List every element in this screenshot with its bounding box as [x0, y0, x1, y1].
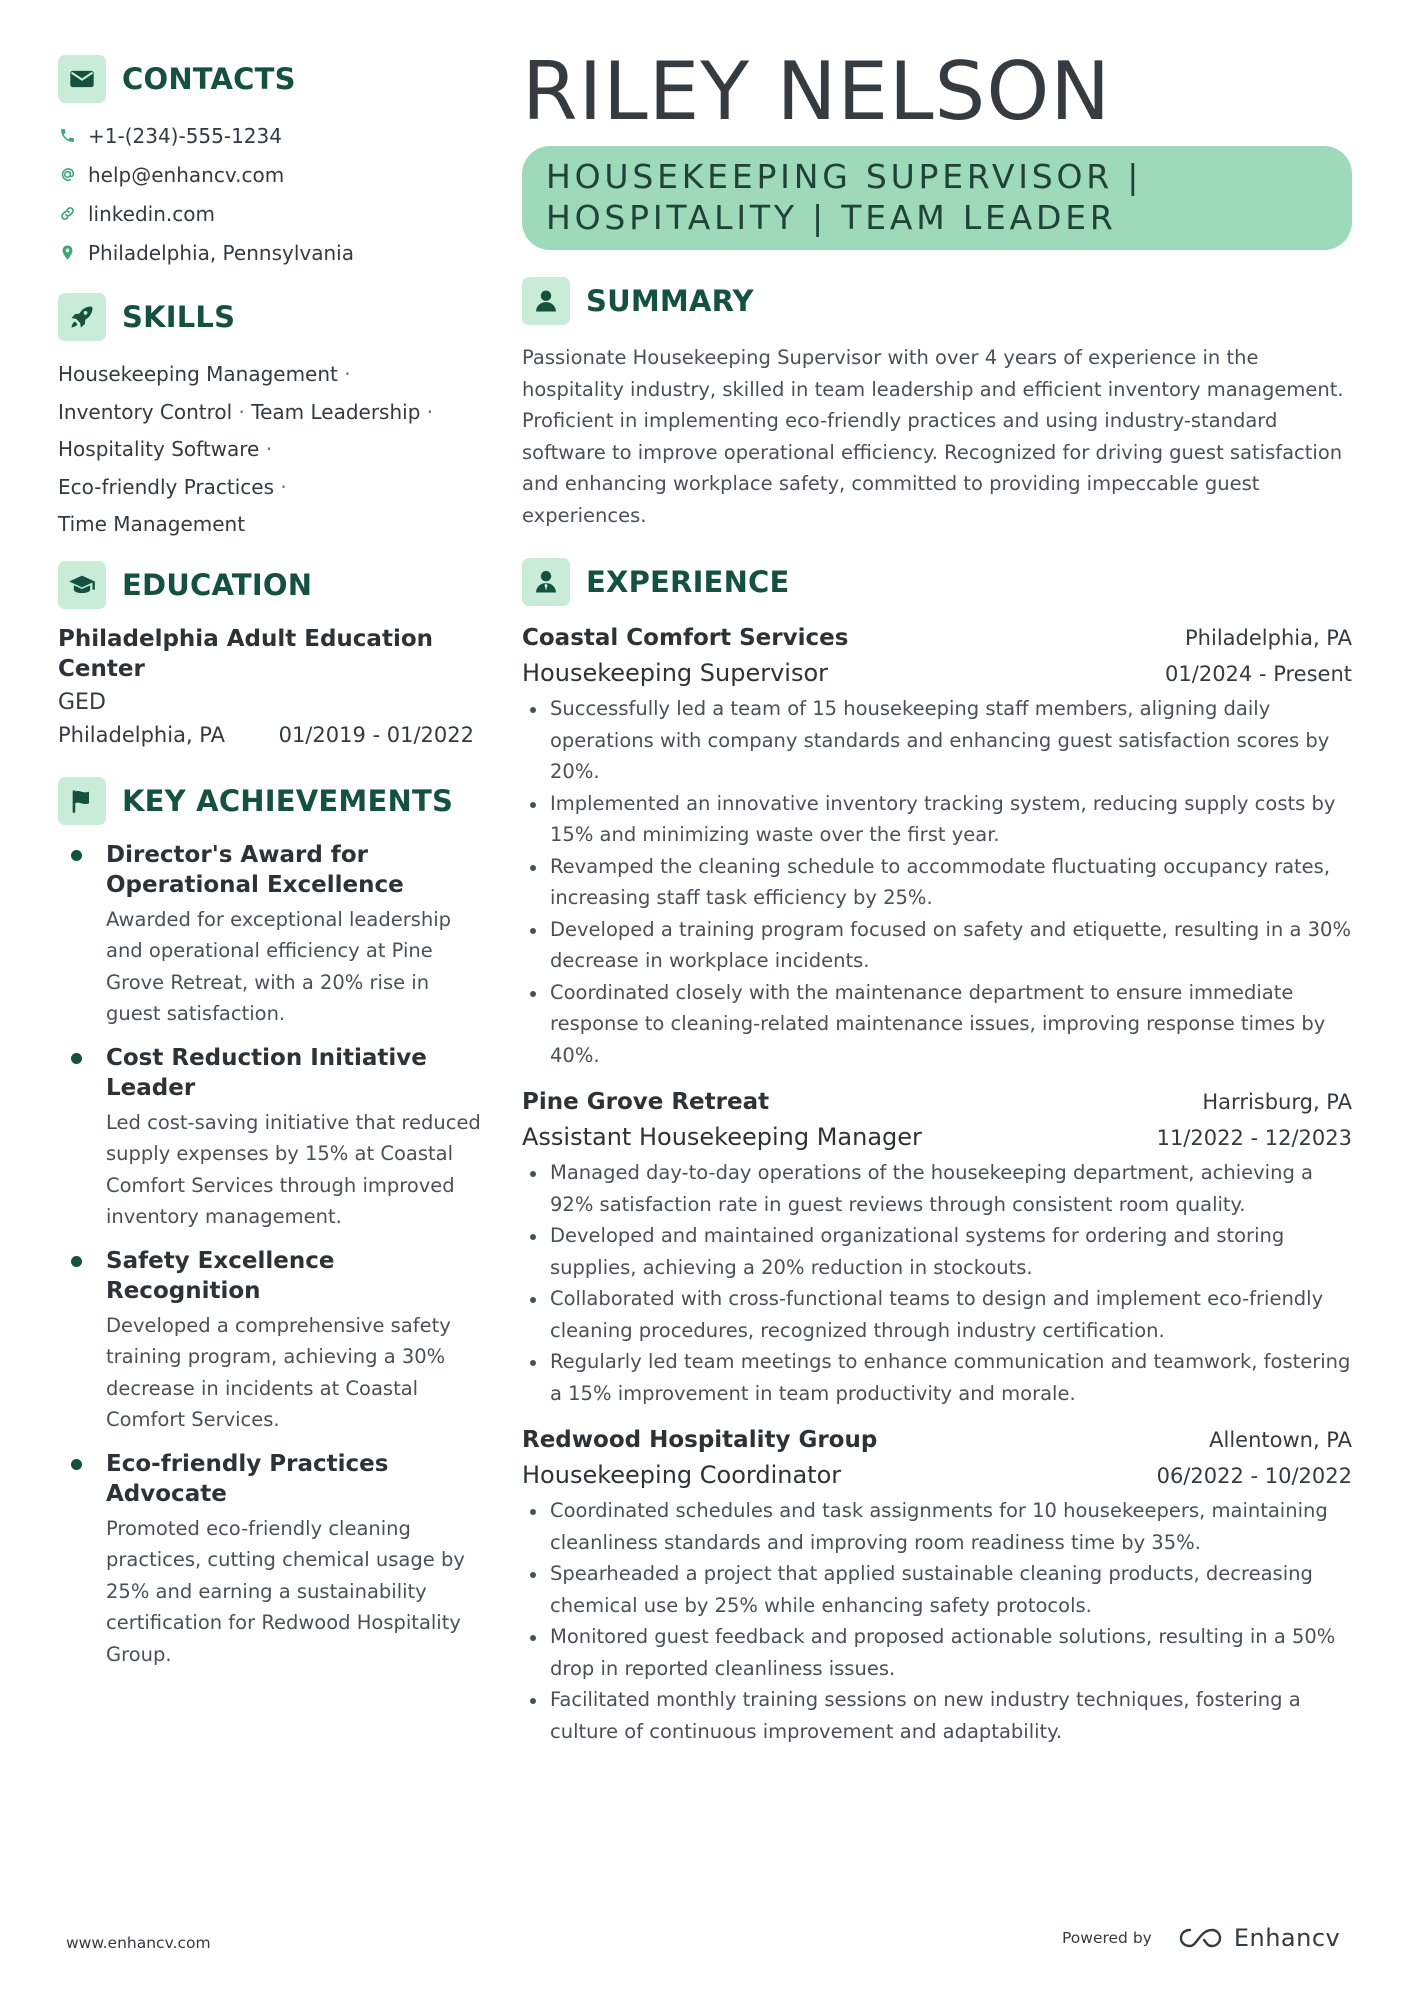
- skills-line: Eco-friendly Practices ·: [58, 474, 287, 499]
- job-company: Pine Grove Retreat: [522, 1089, 770, 1115]
- job-bullet: Monitored guest feedback and proposed actionable solutions, resulting in a 50% drop in reported cleanliness issues.: [522, 1621, 1352, 1684]
- skill-item: Hospitality Software: [58, 437, 260, 461]
- person-icon: [522, 277, 570, 325]
- achievements-list: [58, 840, 481, 1671]
- contact-linkedin: [58, 194, 478, 233]
- link-icon: [58, 204, 76, 224]
- bullet-dot: [71, 1053, 82, 1064]
- job-bullet: Managed day-to-day operations of the housekeeping department, achieving a 92% satisfaction rate in guest reviews through consistent room quality.: [522, 1157, 1352, 1220]
- education-location: Philadelphia, PA: [58, 722, 225, 747]
- contact-location: [58, 233, 478, 272]
- education-meta: [58, 720, 474, 750]
- experience-section: [522, 557, 1352, 1747]
- achievement-description: Awarded for exceptional leadership and operational efficiency at Pine Grove Retreat, with a 20% rise in guest satisfaction.: [106, 907, 452, 1025]
- phone-icon: [58, 126, 76, 146]
- contact-phone: [58, 116, 478, 155]
- job-entry: [522, 621, 1352, 1071]
- job-bullets: [522, 693, 1352, 1071]
- achievement-item: [58, 1449, 478, 1671]
- bullet-dot: [71, 850, 82, 861]
- graduation-cap-icon: [58, 561, 106, 609]
- achievement-title: Cost Reduction Initiative Leader: [106, 1044, 427, 1101]
- powered-by-label: Powered by: [1062, 1929, 1152, 1947]
- skills-line: Housekeeping Management ·: [58, 362, 351, 386]
- skills-title: SKILLS: [122, 300, 236, 334]
- job-role: Assistant Housekeeping Manager: [522, 1123, 922, 1151]
- achievement-description: Led cost-saving initiative that reduced supply expenses by 15% at Coastal Comfort Services through improved inventory management.: [106, 1110, 481, 1228]
- job-dates: 06/2022 - 10/2022: [1156, 1464, 1352, 1488]
- achievement-title: Safety Excellence Recognition: [106, 1247, 335, 1304]
- candidate-name: RILEY NELSON: [522, 45, 1112, 138]
- contact-linkedin-text[interactable]: linkedin.com: [88, 201, 215, 226]
- achievement-title: Eco-friendly Practices Advocate: [106, 1450, 389, 1507]
- job-dates: 11/2022 - 12/2023: [1156, 1126, 1352, 1150]
- left-column: [58, 54, 481, 1683]
- job-header: [522, 1085, 1352, 1119]
- job-bullet: Coordinated closely with the maintenance department to ensure immediate response to cleaning-related maintenance issues, improving response times by 40%.: [522, 977, 1352, 1072]
- contact-email: [58, 155, 478, 194]
- achievement-item: [58, 1043, 481, 1233]
- envelope-icon: [58, 55, 106, 103]
- job-location: Philadelphia, PA: [1185, 626, 1352, 650]
- skill-item: Team Leadership: [251, 399, 421, 424]
- skill-item: Housekeeping Management: [58, 362, 338, 386]
- skills-line: Inventory Control · Team Leadership ·: [58, 399, 434, 424]
- job-bullet: Implemented an innovative inventory tracking system, reducing supply costs by 15% and minimizing waste over the first year.: [522, 788, 1352, 851]
- job-bullet: Facilitated monthly training sessions on new industry techniques, fostering a culture of continuous improvement and adaptability.: [522, 1684, 1352, 1747]
- right-column: [522, 44, 1352, 1747]
- job-company: Coastal Comfort Services: [522, 625, 849, 651]
- headline-line: HOSPITALITY | TEAM LEADER: [546, 198, 1117, 237]
- location-pin-icon: [58, 243, 76, 263]
- achievement-item: [58, 1246, 478, 1436]
- bullet-dot: [71, 1459, 82, 1470]
- brand-logo[interactable]: [1178, 1924, 1340, 1952]
- rocket-icon: [58, 293, 106, 341]
- experience-heading: [522, 557, 1352, 607]
- job-entry: [522, 1085, 1352, 1409]
- contact-phone-text[interactable]: +1-(234)-555-1234: [88, 123, 282, 148]
- flag-icon: [58, 777, 106, 825]
- job-role: Housekeeping Coordinator: [522, 1461, 842, 1489]
- summary-text: Passionate Housekeeping Supervisor with over 4 years of experience in the hospitality industry, skilled in team leadership and efficient inventory management. Proficient in implementing eco-friendly practices and using industry-standard software to improve operational efficiency. Recognized for driving guest satisfaction and enhancing workplace safety, committed to providing impeccable guest experiences.: [522, 346, 1344, 527]
- job-header: [522, 1423, 1352, 1457]
- job-entry: [522, 1423, 1352, 1747]
- skill-item: Inventory Control: [58, 399, 233, 424]
- achievement-description: Promoted eco-friendly cleaning practices, cutting chemical usage by 25% and earning a sustainability certification for Redwood Hospitality Group.: [106, 1516, 465, 1666]
- contact-list: [58, 116, 478, 272]
- job-bullet: Coordinated schedules and task assignments for 10 housekeepers, maintaining cleanliness standards and improving room readiness time by 35%.: [522, 1495, 1352, 1558]
- education-title: EDUCATION: [122, 567, 313, 602]
- achievements-heading: [58, 776, 478, 826]
- skills-line: [58, 506, 478, 544]
- summary-section: [522, 276, 1352, 531]
- bullet-dot: [71, 1256, 82, 1267]
- contact-location-text: Philadelphia, Pennsylvania: [88, 240, 354, 265]
- education-degree: GED: [58, 689, 106, 715]
- achievement-title: Director's Award for Operational Excellence: [106, 841, 404, 898]
- job-dates: 01/2024 - Present: [1165, 662, 1352, 686]
- person-tie-icon: [522, 558, 570, 606]
- job-bullet: Developed a training program focused on safety and etiquette, resulting in a 30% decrease in workplace incidents.: [522, 914, 1352, 977]
- brand-name: Enhancv: [1233, 1924, 1341, 1952]
- job-subheader: [522, 655, 1352, 691]
- education-heading: [58, 560, 478, 610]
- footer-website[interactable]: www.enhancv.com: [66, 1934, 211, 1952]
- summary-title: SUMMARY: [586, 284, 754, 318]
- education-school: Philadelphia Adult Education Center: [58, 625, 433, 682]
- achievements-title: KEY ACHIEVEMENTS: [122, 783, 454, 818]
- achievement-item: [58, 840, 478, 1030]
- education-dates: 01/2019 - 01/2022: [278, 722, 474, 747]
- job-location: Allentown, PA: [1209, 1428, 1352, 1452]
- contact-email-text[interactable]: help@enhancv.com: [88, 162, 285, 187]
- job-bullet: Revamped the cleaning schedule to accommodate fluctuating occupancy rates, increasing staff task efficiency by 25%.: [522, 851, 1352, 914]
- job-bullets: [522, 1157, 1352, 1409]
- job-bullet: Successfully led a team of 15 housekeeping staff members, aligning daily operations with company standards and enhancing guest satisfaction scores by 20%.: [522, 693, 1352, 788]
- skill-item: Time Management: [58, 512, 246, 536]
- job-header: [522, 621, 1352, 655]
- job-bullet: Developed and maintained organizational systems for ordering and storing supplies, achieving a 20% reduction in stockouts.: [522, 1220, 1352, 1283]
- enhancv-logo-icon: [1178, 1926, 1224, 1950]
- skill-item: Eco-friendly Practices: [58, 474, 275, 499]
- job-subheader: [522, 1119, 1352, 1155]
- job-bullet: Regularly led team meetings to enhance communication and teamwork, fostering a 15% improvement in team productivity and morale.: [522, 1346, 1352, 1409]
- footer-branding: [1062, 1924, 1340, 1952]
- skills-line: Hospitality Software ·: [58, 437, 273, 461]
- skills-heading: [58, 292, 478, 342]
- job-bullets: [522, 1495, 1352, 1747]
- job-company: Redwood Hospitality Group: [522, 1427, 878, 1453]
- contacts-title: CONTACTS: [122, 62, 296, 96]
- job-role: Housekeeping Supervisor: [522, 659, 828, 687]
- job-bullet: Collaborated with cross-functional teams to design and implement eco-friendly cleaning procedures, recognized through industry certification.: [522, 1283, 1352, 1346]
- experience-title: EXPERIENCE: [586, 565, 790, 599]
- achievement-description: Developed a comprehensive safety training program, achieving a 30% decrease in incidents at Coastal Comfort Services.: [106, 1313, 451, 1431]
- headline-banner: [522, 146, 1352, 250]
- summary-heading: [522, 276, 1352, 326]
- job-location: Harrisburg, PA: [1202, 1090, 1352, 1114]
- at-sign-icon: [58, 165, 76, 185]
- skills-list: [58, 356, 478, 544]
- headline-line: HOUSEKEEPING SUPERVISOR |: [546, 157, 1143, 196]
- job-subheader: [522, 1457, 1352, 1493]
- contacts-heading: [58, 54, 478, 104]
- job-bullet: Spearheaded a project that applied sustainable cleaning products, decreasing chemical use by 25% while enhancing safety protocols.: [522, 1558, 1352, 1621]
